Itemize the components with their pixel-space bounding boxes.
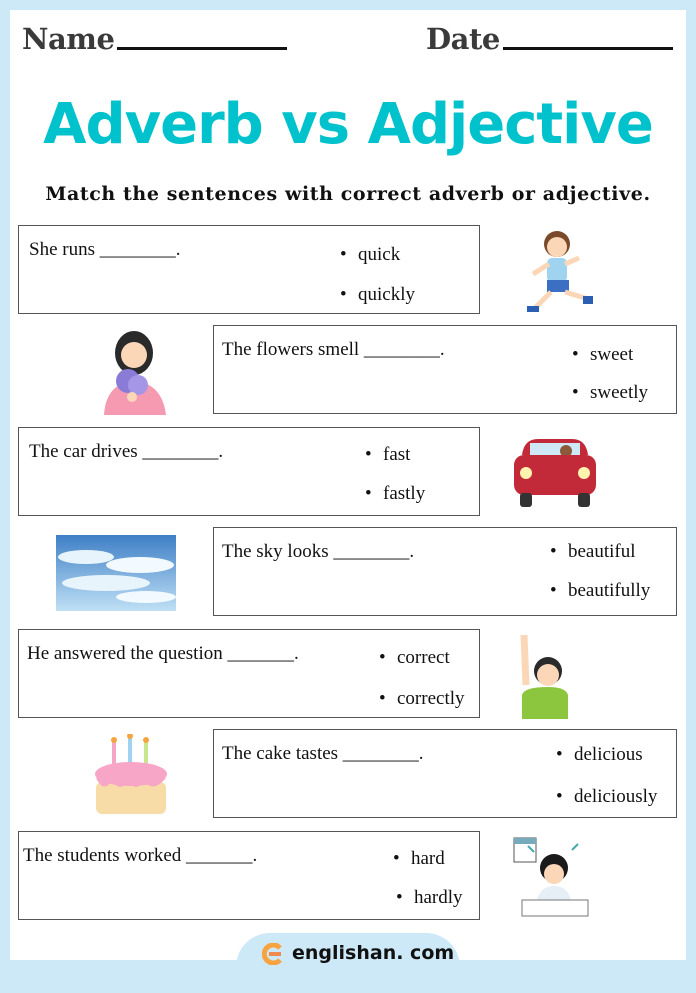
sentence: He answered the question _______.: [27, 643, 299, 664]
option[interactable]: • hardly: [414, 887, 463, 909]
cloudy-sky-image: [56, 535, 176, 611]
option[interactable]: • deliciously: [574, 786, 657, 808]
exercise-box: [213, 729, 677, 818]
name-blank[interactable]: [117, 47, 287, 50]
sentence: The students worked _______.: [23, 845, 258, 866]
option[interactable]: • quickly: [358, 284, 415, 306]
option[interactable]: • beautifully: [568, 580, 650, 602]
date-label: Date: [426, 22, 500, 56]
option[interactable]: • correctly: [397, 688, 465, 710]
sentence: The sky looks ________.: [222, 541, 415, 562]
exercise-box: [18, 831, 480, 920]
woman-smelling-flowers-image: [98, 325, 172, 415]
running-girl-image: [515, 224, 597, 316]
site-name[interactable]: englishan. com: [292, 942, 455, 964]
name-label: Name: [22, 22, 115, 56]
footer-brand: [236, 933, 460, 993]
sentence: The cake tastes ________.: [222, 743, 424, 764]
instructions: Match the sentences with correct adverb or adjective.: [45, 183, 651, 205]
exercise-box: [18, 225, 480, 314]
exercise-box: [18, 427, 480, 516]
date-blank[interactable]: [503, 47, 673, 50]
sentence: The flowers smell ________.: [222, 339, 445, 360]
page-title: Adverb vs Adjective: [43, 92, 653, 157]
option[interactable]: • sweet: [590, 344, 633, 366]
exercise-box: [213, 527, 677, 616]
option[interactable]: • delicious: [574, 744, 643, 766]
exercise-box: [213, 325, 677, 414]
option[interactable]: • fast: [383, 444, 410, 466]
student-studying-image: [512, 836, 596, 920]
option[interactable]: • beautiful: [568, 541, 636, 563]
option[interactable]: • fastly: [383, 483, 425, 505]
option[interactable]: • correct: [397, 647, 450, 669]
option[interactable]: • hard: [411, 848, 445, 870]
option[interactable]: • quick: [358, 244, 400, 266]
birthday-cake-image: [92, 734, 170, 818]
option[interactable]: • sweetly: [590, 382, 648, 404]
sentence: The car drives ________.: [29, 441, 224, 462]
boy-raising-hand-image: [512, 629, 572, 719]
red-car-image: [508, 433, 602, 513]
englishan-logo-icon: [262, 943, 284, 965]
exercise-box: [18, 629, 480, 718]
sentence: She runs ________.: [29, 239, 181, 260]
